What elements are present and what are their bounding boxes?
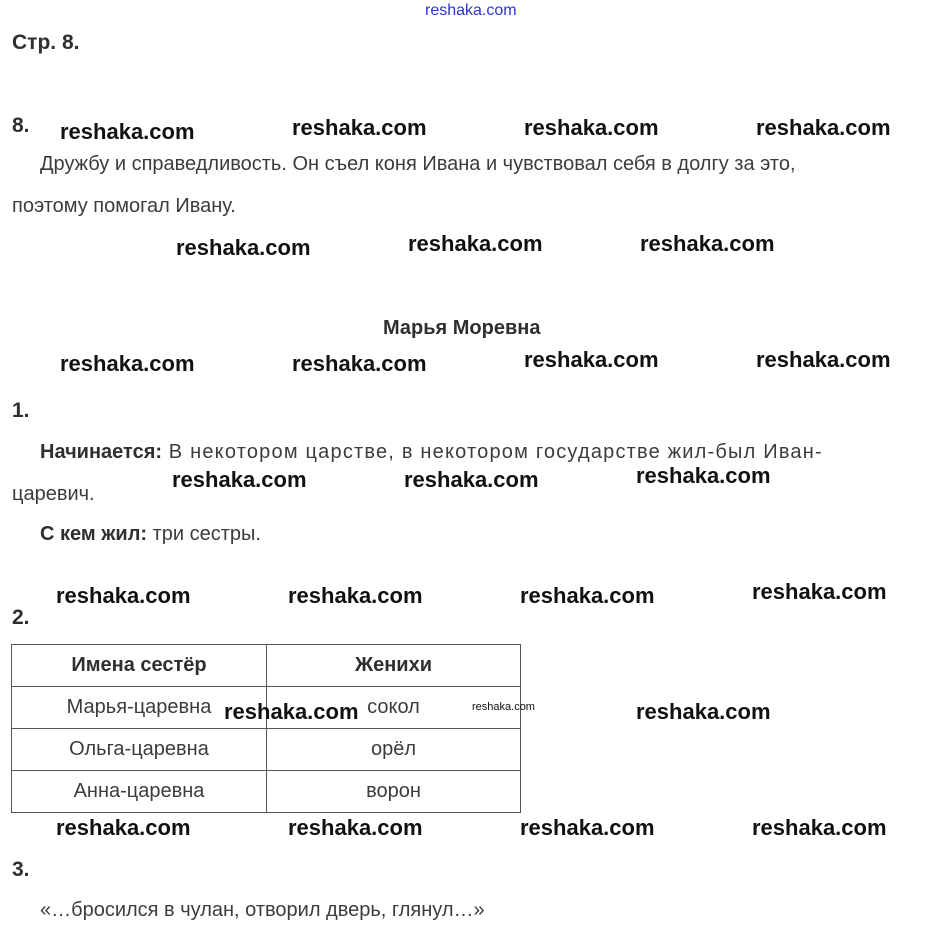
watermark: reshaka.com [404,467,539,492]
top-watermark: reshaka.com [425,2,517,19]
watermark: reshaka.com [524,347,659,372]
table-cell-groom: ворон [267,771,521,813]
watermark: reshaka.com [756,115,891,140]
table-row [12,771,521,813]
lived-label: С кем жил: [40,523,148,545]
question-1-begins [40,441,936,464]
watermark: reshaka.com [288,815,423,840]
question-2-number: 2. [12,606,30,629]
question-3-number: 3. [12,858,30,881]
watermark: reshaka.com [224,699,359,724]
table-cell-name: Марья-царевна [12,687,267,729]
watermark: reshaka.com [60,351,195,376]
table-cell-name: Ольга-царевна [12,729,267,771]
begins-label: Начинается: [40,441,163,463]
table-cell-groom: орёл [267,729,521,771]
page-label: Стр. 8. [12,31,80,54]
watermark: reshaka.com [640,231,775,256]
begins-text-line-1: В некотором царстве, в некотором государстве жил-был Иван- [162,441,823,463]
sisters-table [11,644,521,813]
watermark: reshaka.com [292,115,427,140]
watermark: reshaka.com [408,231,543,256]
watermark: reshaka.com [752,579,887,604]
question-8-answer-line-1: Дружбу и справедливость. Он съел коня Ивана и чувствовал себя в долгу за это, [40,153,796,175]
table-header-grooms: Женихи [267,645,521,687]
table-cell-name: Анна-царевна [12,771,267,813]
question-1-lived [40,523,261,546]
watermark: reshaka.com [288,583,423,608]
question-8-answer-line-2: поэтому помогал Ивану. [12,195,236,217]
table-cell-groom: сокол [267,687,521,729]
watermark: reshaka.com [176,235,311,260]
watermark: reshaka.com [56,583,191,608]
table-header-names: Имена сестёр [12,645,267,687]
lived-text: три сестры. [147,523,261,545]
question-1-number: 1. [12,399,30,422]
begins-text-line-2: царевич. [12,483,95,505]
watermark: reshaka.com [56,815,191,840]
question-3-quote: «…бросился в чулан, отворил дверь, глянул…» [40,899,485,921]
watermark: reshaka.com [636,699,771,724]
watermark-small: reshaka.com [472,701,535,713]
watermark: reshaka.com [752,815,887,840]
question-8-number: 8. [12,114,30,137]
watermark: reshaka.com [524,115,659,140]
watermark: reshaka.com [520,583,655,608]
watermark: reshaka.com [636,463,771,488]
watermark: reshaka.com [520,815,655,840]
table-row [12,729,521,771]
watermark: reshaka.com [292,351,427,376]
table-header-row [12,645,521,687]
watermark: reshaka.com [756,347,891,372]
watermark: reshaka.com [60,119,195,144]
watermark: reshaka.com [172,467,307,492]
section-title: Марья Моревна [383,317,541,339]
